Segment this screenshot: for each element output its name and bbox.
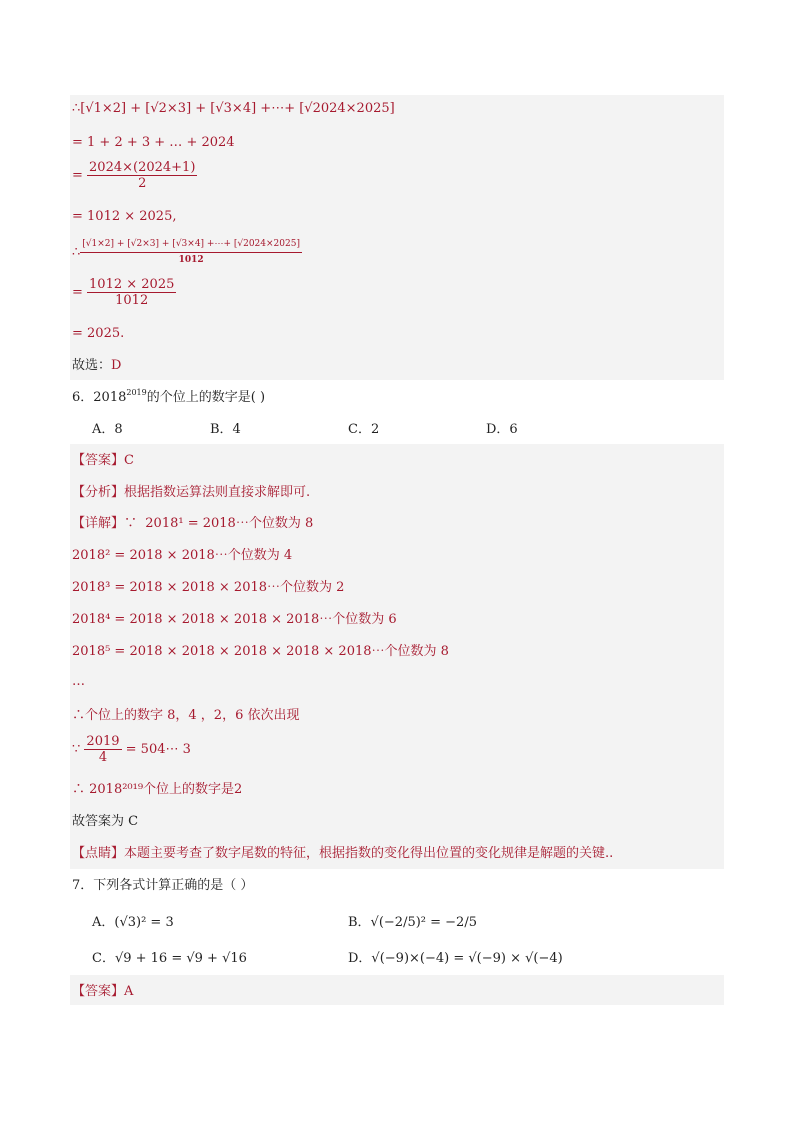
final-answer: 故答案为 C [72,814,139,829]
division-denominator: 1012 [178,255,204,265]
fraction-denominator: 1012 [115,293,149,308]
base-number: 2018 [93,390,127,405]
equation-line: = 2025. [72,326,125,341]
option-b: B．√(−2/5)² = −2/5 [348,915,477,930]
detail-line-4: 2018⁴ = 2018 × 2018 × 2018 × 2018⋯个位数为 6 [72,612,397,627]
fraction-denominator: 4 [98,750,108,765]
detail-line-2: 2018² = 2018 × 2018⋯个位数为 4 [72,548,293,563]
option-a: A．8 [92,422,123,437]
fraction-numerator: 2024×(2024+1) [89,160,196,175]
conclusion: ∴ 2018²⁰¹⁹个位上的数字是2 [72,782,243,797]
detail-line-1 [72,516,313,532]
option-b: B．4 [210,422,241,437]
analysis-text: 【分析】根据指数运算法则直接求解即可. [72,485,311,500]
option-c: C．2 [348,422,380,437]
equation-line: = 1012 × 2025, [72,209,177,224]
option-d: D．6 [486,422,518,437]
option-a: A．(√3)² = 3 [92,915,174,930]
answer-label: 【答案】C [72,453,134,468]
division-line [72,734,191,765]
detail-line-3: 2018³ = 2018 × 2018 × 2018⋯个位数为 2 [72,580,345,595]
choice-line: 故选：D [72,358,122,373]
fraction-line: = $\frac{2024\times(2024+1)}{2}$ [72,160,196,191]
solution-block-q7 [70,975,724,1005]
choice-letter: D [111,358,122,373]
detail-label: 【详解】∵ [72,516,138,531]
question-7-stem: 7．下列各式计算正确的是（ ） [72,878,254,893]
fraction-numerator: 1012 × 2025 [89,277,175,292]
question-number: 6． [72,390,94,405]
answer-label: 【答案】A [72,984,134,999]
division-numerator: [√1×2] + [√2×3] + [√3×4] +⋯+ [√2024×2025] [80,237,302,253]
fraction-denominator: 2 [138,176,147,191]
option-d: D．√(−9)×(−4) = √(−9) × √(−4) [348,951,563,966]
fraction-line: = $\frac{1012 \times 2025}{1012}$ [72,277,175,308]
equation-line: = 1 + 2 + 3 + … + 2024 [72,135,235,150]
question-text: 的个位上的数字是( ) [146,390,266,405]
exponent: 2019 [126,388,147,397]
division-expression: ∴ $\frac{[√1\times 2] + [√2\times 3] + [√3\times 4] +\cdots+ [√2024\times 2025]}{1012}$ [72,237,302,268]
detail-line-5: 2018⁵ = 2018 × 2018 × 2018 × 2018 × 2018⋯个位数为 8 [72,644,449,659]
ellipsis: … [72,674,85,689]
because-symbol: ∵ [72,742,81,757]
option-c: C．√9 + 16 = √9 + √16 [92,951,247,966]
question-6-stem [72,390,265,406]
fraction-numerator: 2019 [86,734,120,749]
sum-expression: ∴[√1×2] + [√2×3] + [√3×4] +⋯+ [√2024×2025] [72,101,395,116]
detail-text: 2018¹ = 2018⋯个位数为 8 [145,516,314,531]
division-result: = 504⋯ 3 [125,742,191,757]
comment-text: 【点睛】本题主要考查了数字尾数的特征，根据指数的变化得出位置的变化规律是解题的关键.. [72,846,614,861]
cycle-statement: ∴个位上的数字 8，4 ，2，6 依次出现 [72,708,300,723]
